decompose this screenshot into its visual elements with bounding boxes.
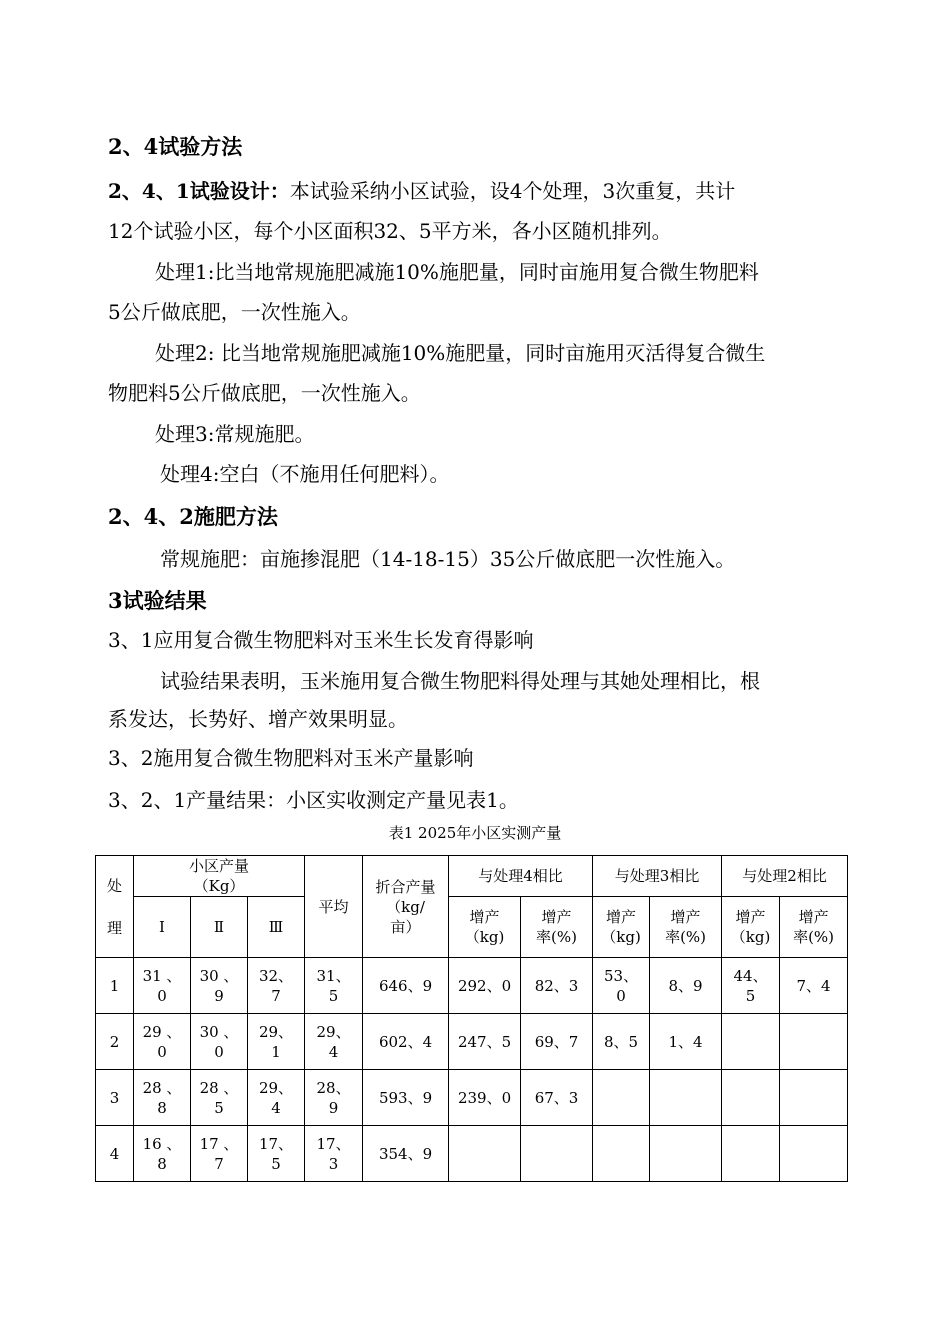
- header-vs-treatment-4: 与处理4相比: [449, 856, 593, 897]
- cell-converted: 646、9: [363, 958, 449, 1014]
- cell-inc3: [593, 1126, 650, 1182]
- header-inc-l1: 增产: [469, 908, 500, 926]
- cell-rep3: [248, 1126, 305, 1182]
- cell-rep2: [191, 1126, 248, 1182]
- cell-part: 9: [214, 986, 224, 1005]
- header-rate-l2: 率(%): [536, 928, 578, 946]
- table-caption: 表1 2025年小区实测产量: [388, 824, 562, 842]
- table-header-row-1: [96, 856, 848, 897]
- cell-treatment: 4: [96, 1126, 134, 1182]
- header-plot-yield-l1: 小区产量: [189, 857, 250, 875]
- cell-rate3: [650, 1070, 722, 1126]
- header-rep-2: Ⅱ: [191, 897, 248, 958]
- header-plot-yield: [134, 856, 305, 897]
- treatment-3: 处理3:常规施肥。: [155, 422, 315, 446]
- header-converted-yield: [363, 856, 449, 958]
- yield-table: [95, 855, 848, 1182]
- results-text-line2: 系发达，长势好、增产效果明显。: [108, 707, 408, 731]
- header-inc-l2: （kg): [730, 928, 771, 946]
- header-inc-l1: 增产: [606, 908, 637, 926]
- header-rate-4: [521, 897, 593, 958]
- cell-part: 17、: [258, 1134, 294, 1153]
- cell-part: 28 、: [142, 1078, 182, 1097]
- header-converted-l1: 折合产量: [375, 877, 436, 896]
- fertilization-method-text: 常规施肥：亩施掺混肥（14-18-15）35公斤做底肥一次性施入。: [160, 547, 736, 571]
- cell-rep2: [191, 1014, 248, 1070]
- header-rep-3: Ⅲ: [248, 897, 305, 958]
- cell-part: 17 、: [199, 1134, 239, 1153]
- header-treatment-top: 处: [106, 876, 122, 895]
- cell-part: 0: [616, 986, 626, 1005]
- cell-part: 29、: [258, 1078, 294, 1097]
- cell-converted: 593、9: [363, 1070, 449, 1126]
- header-converted-l3: 亩）: [390, 917, 421, 936]
- cell-converted: 354、9: [363, 1126, 449, 1182]
- header-rate-2: [780, 897, 848, 958]
- table-row: [96, 958, 848, 1014]
- cell-inc4: [449, 1126, 521, 1182]
- header-rate-l1: 增产: [541, 908, 572, 926]
- table-row: [96, 1070, 848, 1126]
- header-inc-l1: 增产: [735, 908, 766, 926]
- cell-treatment: 1: [96, 958, 134, 1014]
- cell-rate3: 8、9: [650, 958, 722, 1014]
- treatment-4: 处理4:空白（不施用任何肥料）。: [160, 462, 450, 486]
- cell-part: 32、: [258, 966, 294, 985]
- cell-part: 7: [271, 986, 281, 1005]
- cell-rate2: 7、4: [780, 958, 848, 1014]
- header-rate-3: [650, 897, 722, 958]
- cell-part: 53、: [604, 966, 639, 985]
- cell-rep2: [191, 1070, 248, 1126]
- cell-rate2: [780, 1070, 848, 1126]
- table-header-row-2: [96, 897, 848, 958]
- results-text-line1: 试验结果表明，玉米施用复合微生物肥料得处理与其她处理相比，根: [160, 669, 760, 693]
- header-rate-l1: 增产: [670, 908, 701, 926]
- cell-inc4: 239、0: [449, 1070, 521, 1126]
- cell-part: 31 、: [142, 966, 182, 985]
- cell-part: 4: [328, 1042, 339, 1061]
- cell-part: 31、: [316, 966, 351, 985]
- cell-inc4: 292、0: [449, 958, 521, 1014]
- cell-part: 4: [271, 1098, 281, 1117]
- cell-part: 8: [157, 1098, 167, 1117]
- cell-part: 3: [328, 1154, 339, 1173]
- section-heading-2-4-2: 2、4、2施肥方法: [108, 504, 278, 529]
- treatment-2-line1: 处理2: 比当地常规施肥减施10%施肥量，同时亩施用灭活得复合微生: [155, 341, 766, 365]
- cell-rep1: [134, 958, 191, 1014]
- cell-part: 9: [328, 1098, 339, 1117]
- cell-inc2: [722, 1070, 780, 1126]
- cell-part: 5: [745, 986, 756, 1005]
- cell-inc3: [593, 1070, 650, 1126]
- cell-rate4: 67、3: [521, 1070, 593, 1126]
- header-treatment-bottom: 理: [106, 918, 122, 937]
- header-rate-l1: 增产: [798, 908, 829, 926]
- cell-rate2: [780, 1126, 848, 1182]
- cell-inc3: [593, 958, 650, 1014]
- cell-rate3: 1、4: [650, 1014, 722, 1070]
- paragraph-2-4-1-line1: [108, 176, 735, 206]
- header-vs-treatment-3: 与处理3相比: [593, 856, 722, 897]
- cell-rep3: [248, 958, 305, 1014]
- cell-part: 16 、: [142, 1134, 182, 1153]
- cell-average: [305, 1126, 363, 1182]
- section-title-3-1: 3、1应用复合微生物肥料对玉米生长发育得影响: [108, 628, 534, 652]
- header-inc-l2: （kg): [464, 928, 505, 946]
- cell-inc2: [722, 1126, 780, 1182]
- header-increase-2: [722, 897, 780, 958]
- section-title-3-2: 3、2施用复合微生物肥料对玉米产量影响: [108, 746, 474, 770]
- cell-inc2: [722, 958, 780, 1014]
- header-rep-1: Ⅰ: [134, 897, 191, 958]
- cell-converted: 602、4: [363, 1014, 449, 1070]
- cell-rep3: [248, 1014, 305, 1070]
- cell-rep2: [191, 958, 248, 1014]
- design-text-line2: 12个试验小区，每个小区面积32、5平方米，各小区随机排列。: [108, 219, 672, 243]
- cell-inc2: [722, 1014, 780, 1070]
- cell-part: 0: [157, 1042, 167, 1061]
- cell-average: [305, 1070, 363, 1126]
- cell-part: 5: [214, 1098, 224, 1117]
- cell-part: 30 、: [199, 1022, 239, 1041]
- cell-part: 30 、: [199, 966, 239, 985]
- header-vs-treatment-2: 与处理2相比: [722, 856, 848, 897]
- cell-part: 1: [271, 1042, 281, 1061]
- cell-average: [305, 1014, 363, 1070]
- cell-part: 5: [271, 1154, 281, 1173]
- cell-part: 29、: [316, 1022, 351, 1041]
- table-row: [96, 1126, 848, 1182]
- design-text-line1: 本试验采纳小区试验，设4个处理，3次重复，共计: [289, 179, 736, 203]
- cell-rate4: 82、3: [521, 958, 593, 1014]
- treatment-1-line1: 处理1:比当地常规施肥减施10%施肥量，同时亩施用复合微生物肥料: [155, 260, 759, 284]
- cell-rep3: [248, 1070, 305, 1126]
- header-inc-l2: （kg): [601, 928, 641, 946]
- cell-treatment: 2: [96, 1014, 134, 1070]
- cell-part: 0: [157, 986, 167, 1005]
- cell-rep1: [134, 1126, 191, 1182]
- header-rate-l2: 率(%): [665, 928, 707, 946]
- header-average: 平均: [305, 856, 363, 958]
- header-increase-3: [593, 897, 650, 958]
- table-row: [96, 1014, 848, 1070]
- cell-rate4: 69、7: [521, 1014, 593, 1070]
- header-converted-l2: （kg/: [386, 897, 425, 916]
- section-label-2-4-1: 2、4、1试验设计：: [108, 179, 290, 203]
- cell-treatment: 3: [96, 1070, 134, 1126]
- header-plot-yield-l2: （Kg）: [193, 877, 245, 895]
- cell-inc4: 247、5: [449, 1014, 521, 1070]
- cell-part: 17、: [316, 1134, 351, 1153]
- header-treatment: [96, 856, 134, 958]
- section-heading-2-4: 2、4试验方法: [108, 134, 243, 159]
- cell-rate2: [780, 1014, 848, 1070]
- cell-rep1: [134, 1014, 191, 1070]
- section-title-3-2-1: 3、2、1产量结果：小区实收测定产量见表1。: [108, 788, 519, 812]
- cell-rate4: [521, 1126, 593, 1182]
- cell-part: 8: [157, 1154, 167, 1173]
- cell-part: 29 、: [142, 1022, 182, 1041]
- cell-part: 29、: [258, 1022, 294, 1041]
- cell-inc3: 8、5: [593, 1014, 650, 1070]
- cell-part: 44、: [733, 966, 768, 985]
- cell-part: 28 、: [199, 1078, 239, 1097]
- header-rate-l2: 率(%): [793, 928, 835, 946]
- treatment-2-line2: 物肥料5公斤做底肥，一次性施入。: [108, 381, 421, 405]
- cell-part: 0: [214, 1042, 224, 1061]
- cell-average: [305, 958, 363, 1014]
- cell-rep1: [134, 1070, 191, 1126]
- cell-rate3: [650, 1126, 722, 1182]
- treatment-1-line2: 5公斤做底肥，一次性施入。: [108, 300, 361, 324]
- cell-part: 7: [214, 1154, 224, 1173]
- section-heading-3: 3试验结果: [108, 588, 207, 613]
- cell-part: 5: [328, 986, 339, 1005]
- cell-part: 28、: [316, 1078, 351, 1097]
- header-increase-4: [449, 897, 521, 958]
